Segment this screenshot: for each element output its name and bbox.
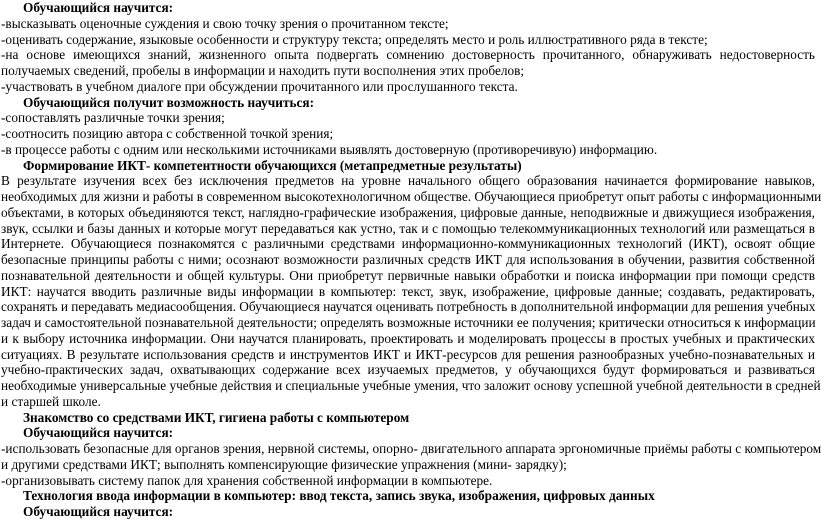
paragraph-line: ИКТ: научатся вводить различные виды информации в компьютер: текст, звук, изображение, цифровые данные; создавать, редактировать, [1,283,815,299]
paragraph-line: объектами, в которых объединяются текст, наглядно-графические изображения, цифровые данные, неподвижные и движущиеся изображения, [1,204,815,220]
section-heading: Знакомство со средствами ИКТ, гигиена работы с компьютером [23,409,410,425]
paragraph-line: безопасные принципы работы с ними; осознают возможности различных средств ИКТ для использования в обучении, развития собственной [1,252,815,267]
paragraph-line: необходимых для жизни и работы в современном высокотехнологичном обществе. Обучающиеся приобретут опыт работы с информационными [1,189,821,204]
paragraph-line: и к выбору источника информации. Они научатся планировать, проектировать и моделировать процессы в простых учебных и практических [1,330,815,346]
section-heading: Обучающийся научится: [23,0,174,15]
paragraph-line: -высказывать оценочные суждения и свою точку зрения о прочитанном тексте; [1,15,449,31]
section-heading: Технология ввода информации в компьютер: ввод текста, запись звука, изображения, цифровых данных [23,488,655,504]
paragraph-line: ситуациях. В результате использования средств и инструментов ИКТ и ИКТ-ресурсов для решения разнообразных учебно-познавательных и [1,346,815,362]
paragraph-line: -соотносить позицию автора с собственной точкой зрения; [1,126,334,141]
section-heading: Обучающийся научится: [23,504,174,519]
paragraph-line: -на основе имеющихся знаний, жизненного опыта подвергать сомнению достоверность прочитанного, обнаруживать недостоверность [1,47,815,63]
paragraph-line: сохранять и передавать медиасообщения. Обучающиеся научатся оценивать потребность в дополнительной информации для решения учебных [1,299,816,315]
paragraph-line: и старшей школе. [1,393,101,409]
paragraph-line: задач и самостоятельной познавательной деятельности; определять возможные источники ее получения; критически относиться к информации [1,315,816,330]
paragraph-line: -участвовать в учебном диалоге при обсуждении прочитанного или прослушанного текста. [1,78,518,94]
paragraph-line: и другими средствами ИКТ; выполнять компенсирующие физические упражнения (мини- зарядку); [1,456,567,472]
paragraph-line: Интернете. Обучающиеся познакомятся с различными средствами информационно-коммуникационных технологий (ИКТ), освоят общие [1,236,815,252]
paragraph-line: В результате изучения всех без исключения предметов на уровне начального общего образования начинается формирование навыков, [1,173,815,189]
paragraph-line: звук, ссылки и базы данных и которые могут передаваться как устно, так и с помощью телекоммуникационных технологий или размещаться в [1,220,815,236]
paragraph-line: -оценивать содержание, языковые особенности и структуру текста; определять место и роль иллюстративного ряда в тексте; [1,31,708,47]
paragraph-line: необходимые универсальные учебные действия и специальные учебные умения, что заложит основу успешной учебной деятельности в средней [1,378,821,393]
paragraph-line: познавательной деятельности и общей культуры. Они приобретут первичные навыки обработки и поиска информации при помощи средств [1,267,815,283]
section-heading: Обучающийся получит возможность научиться: [23,94,315,110]
section-heading: Обучающийся научится: [23,425,174,441]
section-heading: Формирование ИКТ- компетентности обучающихся (метапредметные результаты) [23,157,522,173]
paragraph-line: -использовать безопасные для органов зрения, нервной системы, опорно- двигательного аппарата эргономичные приёмы работы с компьютером [1,441,821,456]
paragraph-line: -в процессе работы с одним или несколькими источниками выявлять достоверную (противоречивую) информацию. [1,141,658,157]
paragraph-line: -организовывать систему папок для хранения собственной информации в компьютере. [1,472,493,488]
paragraph-line: учебно-практических задач, охватывающих содержание всех изучаемых предметов, у обучающихся будут формироваться и развиваться [1,362,815,378]
paragraph-line: -сопоставлять различные точки зрения; [1,110,225,126]
paragraph-line: получаемых сведений, пробелы в информации и находить пути восполнения этих пробелов; [1,63,525,78]
